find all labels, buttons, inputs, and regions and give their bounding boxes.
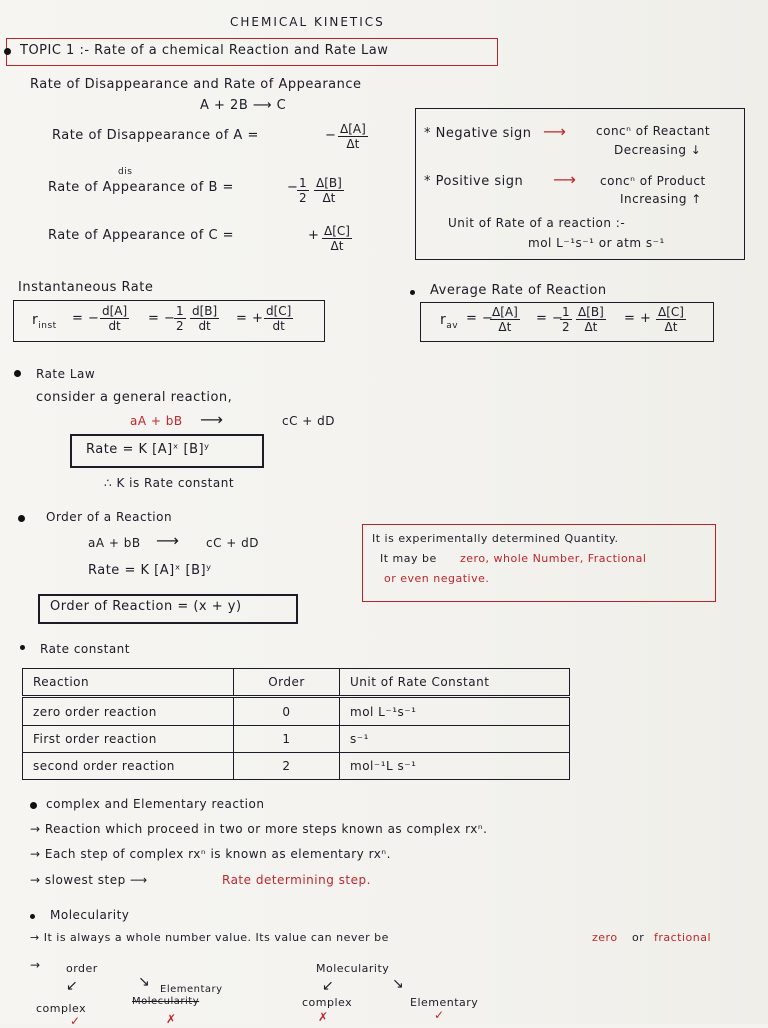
rate-law-bullet (14, 370, 21, 377)
order-branch-left-arrow: ↙ (66, 978, 79, 994)
table-cell-unit: mol L⁻¹s⁻¹ (340, 697, 570, 725)
order-right-mark: ✗ (166, 1012, 177, 1026)
avg-r: r (440, 312, 447, 328)
section-heading-rates: Rate of Disappearance and Rate of Appearance (30, 77, 362, 92)
rate-law-reaction-rhs: cC + dD (282, 414, 336, 428)
complex-bullet (30, 802, 37, 809)
rate-law-reaction-arrow: ⟶ (200, 410, 224, 429)
order-note-line3: or even negative. (384, 572, 490, 585)
order-right-label: Elementary (160, 984, 223, 995)
table-row (23, 752, 570, 779)
order-reaction-rhs: cC + dD (206, 536, 260, 550)
mol-left-label: complex (302, 996, 353, 1009)
positive-arrow: ⟶ (553, 170, 577, 189)
complex-line1: → Reaction which proceed in two or more steps known as complex rxⁿ. (30, 822, 488, 836)
rate-c-fraction (322, 224, 352, 253)
rate-c-den: Δt (330, 239, 344, 253)
rate-constant-table (22, 668, 570, 780)
order-left-label: complex (36, 1002, 87, 1015)
order-reaction-lhs: aA + bB (88, 536, 141, 550)
table-cell-order: 2 (234, 752, 340, 779)
average-bullet (410, 290, 415, 295)
col-header-order: Order (234, 669, 340, 697)
molecularity-line1a: → It is always a whole number value. Its value can never be (30, 931, 389, 944)
inst-coef-num: 1 (176, 304, 184, 318)
table-cell-order: 0 (234, 697, 340, 725)
rate-b-sign: − (287, 180, 299, 195)
mol-branch-left-arrow: ↙ (322, 978, 335, 994)
avg-term3 (656, 305, 686, 334)
order-note-line2b: zero, whole Number, Fractional (460, 552, 647, 565)
inst-r: r (32, 312, 39, 328)
mol-left-mark: ✗ (318, 1010, 329, 1024)
molecularity-line1c: or (632, 931, 645, 944)
order-branch-right-arrow: ↘ (138, 974, 151, 990)
avg-t2-num: Δ[B] (578, 305, 604, 319)
col-header-unit: Unit of Rate Constant (340, 669, 570, 697)
avg-t3-den: Δt (664, 320, 678, 334)
inst-coef-den: 2 (176, 319, 184, 333)
instantaneous-heading: Instantaneous Rate (18, 280, 154, 295)
avg-lhs (440, 312, 458, 331)
avg-sub: av (446, 320, 459, 331)
molecularity-line1b: zero (592, 931, 618, 944)
rate-b-fraction (314, 176, 344, 205)
page-title: CHEMICAL KINETICS (230, 15, 385, 29)
order-bullet (18, 515, 25, 522)
negative-sign-label: * Negative sign (424, 126, 532, 141)
order-note-line1: It is experimentally determined Quantity. (372, 532, 619, 545)
inst-t1-den: dt (108, 319, 121, 333)
table-cell-unit: s⁻¹ (340, 725, 570, 752)
table-row (23, 725, 570, 752)
rate-a-fraction (338, 122, 368, 151)
avg-t1-den: Δt (498, 320, 512, 334)
inst-t2-den: dt (198, 319, 211, 333)
complex-line3a: → slowest step ⟶ (30, 873, 148, 887)
rate-b-coef (297, 176, 309, 205)
table-cell-reaction: First order reaction (23, 725, 234, 752)
unit-value: mol L⁻¹s⁻¹ or atm s⁻¹ (528, 236, 665, 250)
inst-lhs (32, 312, 57, 331)
mol-right-label: Elementary (410, 996, 479, 1009)
inst-term2 (190, 304, 219, 333)
positive-sign-result-2: Increasing ↑ (620, 192, 702, 206)
inst-eq1: = − (72, 311, 100, 326)
table-cell-reaction: second order reaction (23, 752, 234, 779)
mol-arrow: → (30, 958, 41, 972)
reaction-equation: A + 2B ⟶ C (200, 98, 287, 113)
table-cell-reaction: zero order reaction (23, 697, 234, 725)
avg-t3-num: Δ[C] (658, 305, 684, 319)
inst-term3 (264, 304, 293, 333)
rate-law-note: ∴ K is Rate constant (104, 476, 235, 490)
inst-term1 (100, 304, 129, 333)
table-cell-order: 1 (234, 725, 340, 752)
avg-eq2: = − (536, 311, 564, 326)
inst-eq2: = − (148, 311, 176, 326)
rate-constant-heading: Rate constant (40, 642, 130, 656)
avg-term2 (576, 305, 606, 334)
inst-sub: inst (38, 320, 57, 331)
rate-disappearance-a-label: Rate of Disappearance of A = (52, 128, 259, 143)
inst-t2-num: d[B] (192, 304, 218, 318)
rate-a-den: Δt (346, 137, 360, 151)
rate-law-expression: Rate = K [A]ˣ [B]ʸ (86, 442, 210, 457)
order-heading: Order of a Reaction (46, 510, 173, 524)
rate-c-num: Δ[C] (324, 224, 350, 238)
positive-sign-result: concⁿ of Product (600, 174, 706, 188)
positive-sign-label: * Positive sign (424, 174, 524, 189)
molecularity-heading: Molecularity (50, 908, 130, 922)
unit-label: Unit of Rate of a reaction :- (448, 216, 626, 230)
order-label: order (66, 962, 98, 975)
rate-b-coef-den: 2 (299, 191, 307, 205)
rate-a-num: Δ[A] (340, 122, 366, 136)
mol-label: Molecularity (316, 962, 390, 975)
avg-term1 (490, 305, 520, 334)
avg-coef-den: 2 (562, 320, 570, 334)
complex-heading: complex and Elementary reaction (46, 797, 265, 811)
avg-coef-num: 1 (562, 305, 570, 319)
rate-b-coef-num: 1 (299, 176, 307, 190)
rate-law-heading: Rate Law (36, 367, 96, 381)
table-header-row (23, 669, 570, 697)
avg-coef (560, 305, 572, 334)
negative-arrow: ⟶ (543, 122, 567, 141)
table-row (23, 697, 570, 725)
topic-bullet (4, 48, 11, 55)
table-cell-unit: mol⁻¹L s⁻¹ (340, 752, 570, 779)
col-header-reaction: Reaction (23, 669, 234, 697)
rate-b-num: Δ[B] (316, 176, 342, 190)
avg-t1-num: Δ[A] (492, 305, 518, 319)
rate-b-den: Δt (322, 191, 336, 205)
average-heading: Average Rate of Reaction (430, 283, 607, 298)
order-note-line2a: It may be (380, 552, 437, 565)
topic-heading: TOPIC 1 :- Rate of a chemical Reaction and Rate Law (20, 43, 389, 58)
mol-right-mark: ✓ (434, 1008, 445, 1022)
rate-c-sign: + (308, 228, 320, 243)
inst-t3-den: dt (272, 319, 285, 333)
inst-coef (174, 304, 186, 333)
avg-eq3: = + (624, 311, 652, 326)
order-left-mark: ✓ (70, 1014, 81, 1028)
avg-eq1: = − (466, 311, 494, 326)
mol-branch-right-arrow: ↘ (392, 976, 405, 992)
rate-law-intro: consider a general reaction, (36, 390, 233, 405)
rate-b-correction: dis (118, 167, 133, 177)
rate-constant-bullet (20, 645, 25, 650)
inst-t3-num: d[C] (266, 304, 292, 318)
complex-line2: → Each step of complex rxⁿ is known as elementary rxⁿ. (30, 847, 391, 861)
inst-eq3: = + (236, 311, 264, 326)
inst-t1-num: d[A] (102, 304, 128, 318)
rate-appearance-b-label: Rate of Appearance of B = (48, 180, 234, 195)
negative-sign-result: concⁿ of Reactant (596, 124, 711, 138)
rate-law-reaction-lhs: aA + bB (130, 414, 183, 428)
molecularity-line1d: fractional (654, 931, 712, 944)
order-formula: Order of Reaction = (x + y) (50, 599, 242, 614)
avg-t2-den: Δt (584, 320, 598, 334)
order-rate-expression: Rate = K [A]ˣ [B]ʸ (88, 563, 212, 578)
order-reaction-arrow: ⟶ (156, 531, 180, 550)
order-right-struck: Molecularity (132, 996, 200, 1007)
molecularity-bullet (30, 914, 35, 919)
rate-appearance-c-label: Rate of Appearance of C = (48, 228, 235, 243)
negative-sign-result-2: Decreasing ↓ (614, 143, 702, 157)
complex-line3b: Rate determining step. (222, 873, 371, 887)
rate-a-sign: − (325, 128, 337, 143)
